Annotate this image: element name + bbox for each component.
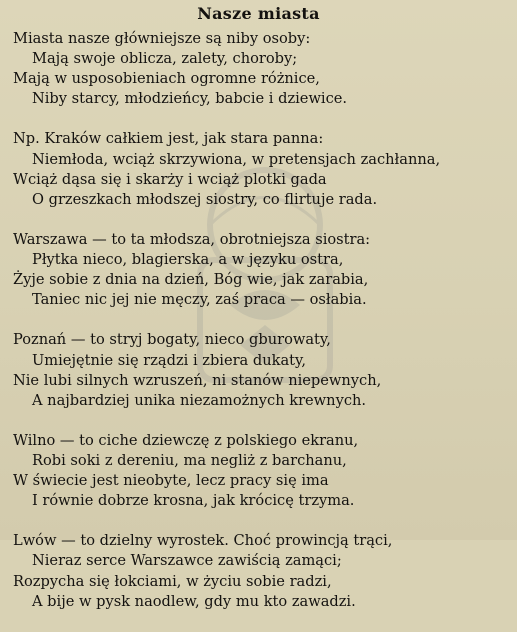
verse-line: Taniec nic jej nie męczy, zaś praca — osłabia.: [32, 291, 367, 309]
verse-line: I równie dobrze krosna, jak krócicę trzyma.: [32, 492, 355, 510]
verse-line: Wciąż dąsa się i skarży i wciąż plotki gada: [13, 170, 327, 188]
verse-line: Niemłoda, wciąż skrzywiona, w pretensjach zachłanna,: [32, 150, 441, 168]
verse-line: Nieraz serce Warszawce zawiścią zamąci;: [32, 552, 342, 570]
verse-line: Nie lubi silnych wzruszeń, ni stanów niepewnych,: [13, 371, 382, 389]
verse-line: Wilno — to ciche dziewczę z polskiego ekranu,: [13, 431, 359, 449]
stanza: [13, 531, 513, 611]
verse-line: A bije w pysk naodlew, gdy mu kto zawadzi.: [32, 592, 356, 610]
verse-line: Płytka nieco, blagierska, a w języku ostra,: [32, 251, 344, 269]
verse-line: Miasta nasze główniejsze są niby osoby:: [13, 30, 311, 47]
stanza: [13, 330, 513, 410]
stanza: [13, 129, 513, 209]
verse-line: Poznań — to stryj bogaty, nieco gburowaty,: [13, 331, 331, 349]
verse-line: O grzeszkach młodszej siostry, co flirtuje rada.: [32, 190, 378, 208]
poem-body: [13, 29, 513, 632]
verse-line: Mają swoje oblicza, zalety, choroby;: [32, 50, 298, 68]
verse-line: Robi soki z dereniu, ma negliż z barchanu,: [32, 451, 347, 469]
verse-line: Rozpycha się łokciami, w życiu sobie radzi,: [13, 572, 332, 590]
poem-title: Nasze miasta: [197, 4, 320, 23]
verse-line: Mają w usposobieniach ogromne różnice,: [13, 70, 320, 88]
verse-line: W świecie jest nieobyte, lecz pracy się ima: [13, 472, 329, 490]
stanza: [13, 29, 513, 109]
verse-line: Np. Kraków całkiem jest, jak stara panna:: [13, 130, 324, 148]
verse-line: Umiejętnie się rządzi i zbiera dukaty,: [32, 351, 306, 369]
verse-line: A najbardziej unika niezamożnych krewnych.: [32, 391, 367, 409]
stanza: [13, 431, 513, 511]
verse-line: Warszawa — to ta młodsza, obrotniejsza siostra:: [13, 230, 371, 248]
verse-line: Żyje sobie z dnia na dzień, Bóg wie, jak zarabia,: [13, 271, 369, 289]
verse-line: Niby starcy, młodzieńcy, babcie i dziewice.: [32, 90, 348, 108]
verse-line: Lwów — to dzielny wyrostek. Choć prowincją trąci,: [13, 532, 393, 550]
stanza: [13, 230, 513, 310]
